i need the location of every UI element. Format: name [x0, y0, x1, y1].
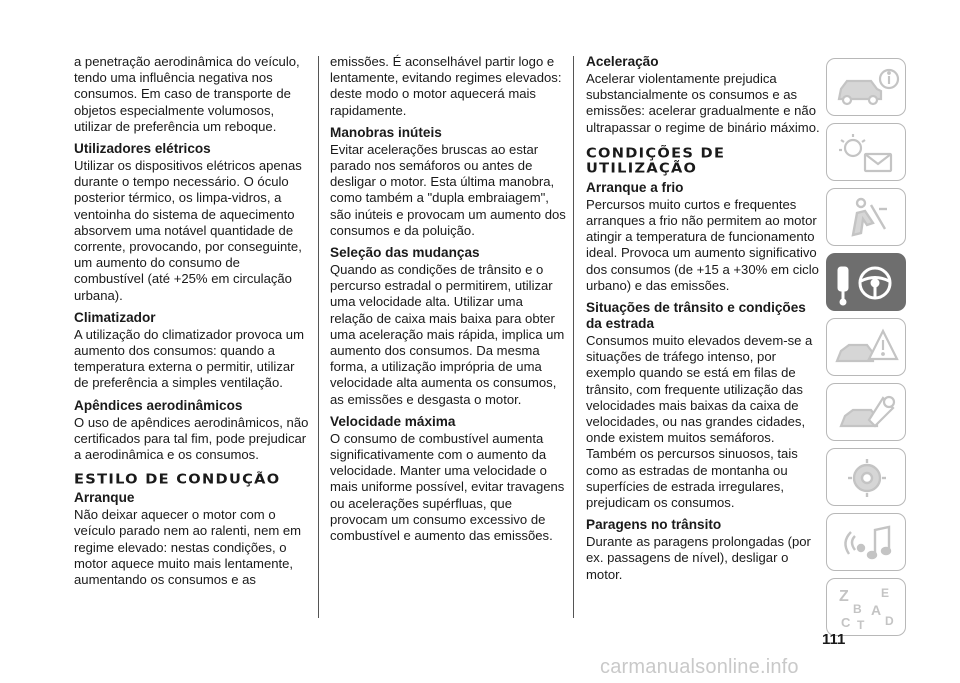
- paragraph-manobras: Evitar acelerações bruscas ao estar parado nos semáforos ou antes de desligar o motor. Esta última manobra, como também a "dupla embraiagem", são inúteis e provocam um aumento dos consumos e da poluição.: [330, 141, 566, 238]
- tab-multimedia[interactable]: [826, 513, 906, 571]
- heading-situacoes: Situações de trânsito e condições da estrada: [586, 300, 806, 332]
- paragraph-selecao: Quando as condições de trânsito e o percurso estradal o permitirem, utilizar uma velocidade alta. Utilizar uma relação de caixa mais baixa para obter uma aceleração mais rápida, implica um aumento dos consumos. Da mesma forma, a utilização imprópria de uma velocidade alta aumenta os consumos, as emissões e desgasta o motor.: [330, 262, 565, 407]
- key-steering-wheel-icon: [827, 254, 907, 312]
- alphabetical-index-icon: [827, 579, 907, 637]
- index-letter-z: Z: [839, 588, 849, 605]
- watermark: carmanualsonline.info: [600, 656, 799, 678]
- wrench-car-icon: [827, 384, 907, 442]
- tab-safety[interactable]: [826, 188, 906, 246]
- seat-airbag-icon: [827, 189, 907, 247]
- text-column-3: [586, 54, 822, 583]
- heading-paragens: Paragens no trânsito: [586, 517, 722, 533]
- service-tools-icon: [827, 449, 907, 507]
- heading-arranque: Arranque: [74, 490, 135, 506]
- paragraph-continuation: emissões. É aconselhável partir logo e lentamente, evitando regimes elevados: deste modo o motor aquecerá mais rapidamente.: [330, 54, 562, 118]
- heading-utilizadores-eletricos: Utilizadores elétricos: [74, 141, 211, 157]
- chapter-tabs: [826, 58, 908, 643]
- tab-maintenance[interactable]: [826, 383, 906, 441]
- paragraph-climatizador: A utilização do climatizador provoca um aumento dos consumos: quando a temperatura externa o permitir, utilizar de preferência a simples ventilação.: [74, 326, 304, 391]
- paragraph-apendices: O uso de apêndices aerodinâmicos, não certificados para tal fim, pode prejudicar a aerodinâmica e os consumos.: [74, 414, 309, 463]
- heading-manobras: Manobras inúteis: [330, 124, 442, 140]
- heading-apendices: Apêndices aerodinâmicos: [74, 397, 243, 413]
- page-number: 111: [822, 631, 846, 648]
- heading-velocidade: Velocidade máxima: [330, 413, 456, 429]
- lights-envelope-icon: [827, 124, 907, 182]
- paragraph-velocidade: O consumo de combustível aumenta significativamente com o aumento da velocidade. Manter uma velocidade o mais uniforme possível, evitar travagens ou acelerações supérfluas, que provocam um consumo excessivo de combustível e aumento das emissões.: [330, 430, 565, 544]
- tab-car-info[interactable]: [826, 58, 906, 116]
- index-letter-e: E: [881, 586, 890, 600]
- heading-climatizador: Climatizador: [74, 309, 156, 325]
- section-title-condicoes: CONDIÇÕES DE UTILIZAÇÃO: [586, 145, 726, 177]
- music-navigation-icon: [827, 514, 907, 572]
- index-letter-t: T: [857, 618, 865, 632]
- text-column-1: [74, 54, 310, 588]
- paragraph-arranque-frio: Percursos muito curtos e frequentes arranques a frio não permitem ao motor atingir a temperatura de funcionamento ideal. Provoca um aumento significativo dos consumos (de +15 a +30% em ciclo urbano) e das emissões.: [586, 196, 819, 293]
- index-letter-c: C: [841, 615, 851, 630]
- paragraph-utilizadores-eletricos: Utilizar os dispositivos elétricos apenas durante o tempo necessário. O óculo posterior térmico, os limpa-vidros, a ventoinha do sistema de aquecimento absorvem uma notável quantidade de corrente, provocando, por conseguinte, um aumento do consumo de combustível (até +25% em circulação urbana).: [74, 158, 302, 303]
- heading-selecao: Seleção das mudanças: [330, 245, 480, 261]
- tab-emergency[interactable]: [826, 318, 906, 376]
- tab-technical-data[interactable]: [826, 448, 906, 506]
- heading-aceleracao: Aceleração: [586, 54, 659, 69]
- car-info-icon: [827, 59, 907, 117]
- section-title-estilo: ESTILO DE CONDUÇÃO: [74, 472, 281, 488]
- paragraph-paragens: Durante as paragens prolongadas (por ex. passagens de nível), desligar o motor.: [586, 534, 811, 582]
- index-letter-a: A: [871, 602, 882, 618]
- tab-index[interactable]: [826, 578, 906, 636]
- paragraph-aceleracao: Acelerar violentamente prejudica substancialmente os consumos e as emissões: acelerar gradualmente e não ultrapassar o regime de binário máximo.: [586, 71, 820, 135]
- index-letter-b: B: [853, 602, 862, 616]
- tab-starting-driving[interactable]: [826, 253, 906, 311]
- column-divider-1: [318, 56, 319, 618]
- heading-arranque-frio: Arranque a frio: [586, 179, 684, 195]
- paragraph-situacoes: Consumos muito elevados devem-se a situações de tráfego intenso, por exemplo quando se está em filas de trânsito, com frequente utilização das velocidades mais baixas da caixa de velocidades, ou nas grandes cidades, onde existem muitos semáforos. Também os percursos sinuosos, tais como as estradas de montanha ou superfícies de estrada irregulares, prejudicam os consumos.: [586, 333, 813, 511]
- index-letter-d: D: [885, 614, 894, 628]
- text-column-2: [330, 54, 566, 544]
- paragraph-arranque: Não deixar aquecer o motor com o veículo parado nem ao ralenti, nem em regime elevado: nestas condições, o motor aquece muito mais lentamente, aumentando os consumos e as: [74, 507, 302, 588]
- column-divider-2: [573, 56, 574, 618]
- warning-triangle-car-icon: [827, 319, 907, 377]
- paragraph-intro: a penetração aerodinâmica do veículo, tendo uma influência negativa nos consumos. Em caso de transporte de objetos especialmente volumosos, utilizar de preferência um reboque.: [74, 54, 300, 134]
- tab-lights[interactable]: [826, 123, 906, 181]
